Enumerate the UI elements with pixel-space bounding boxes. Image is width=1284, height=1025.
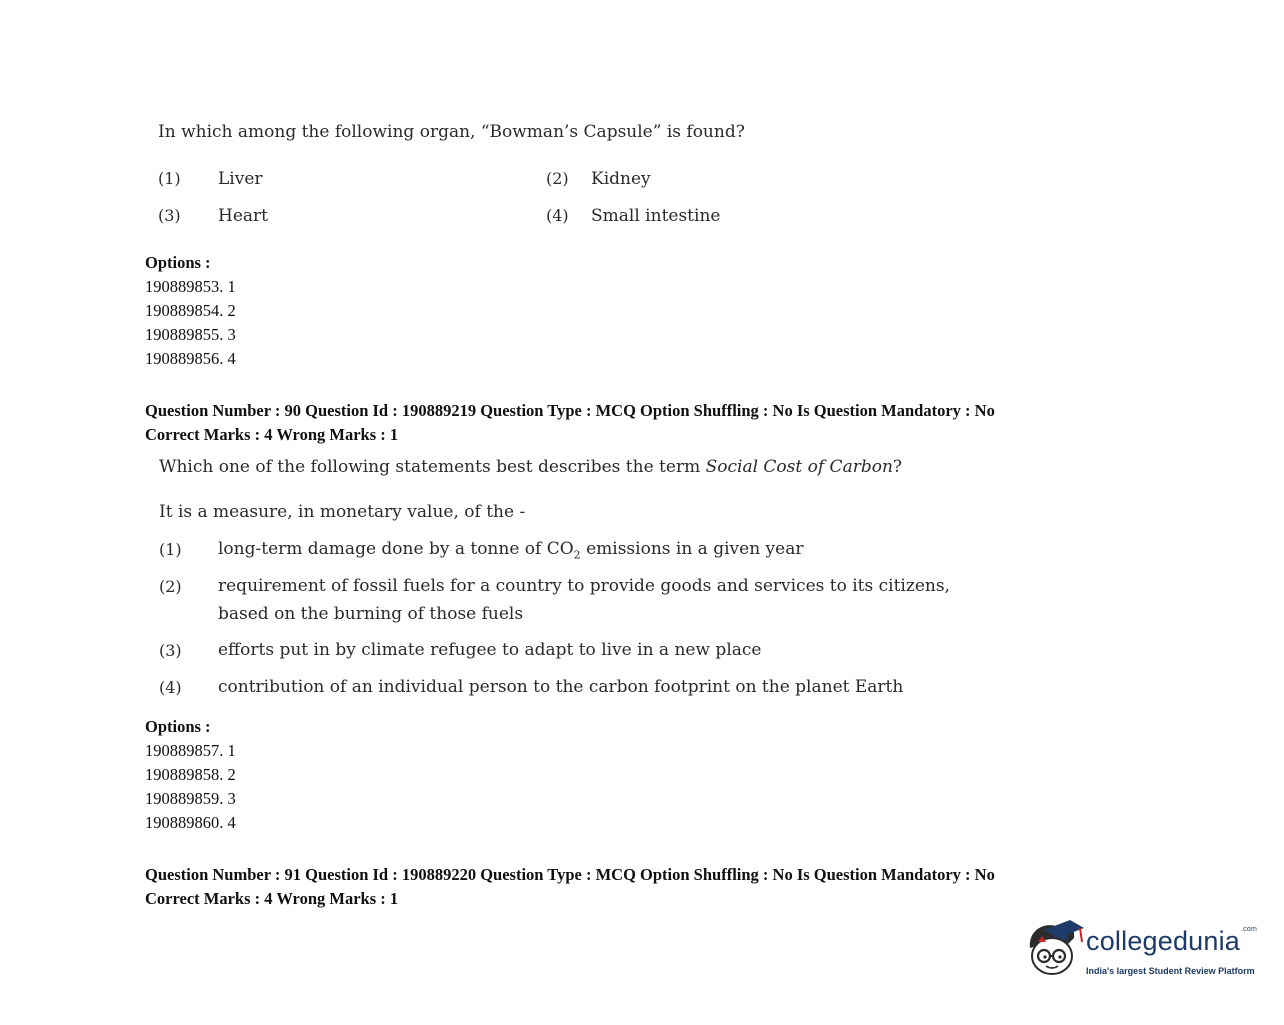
logo-name: collegedunia xyxy=(1086,926,1241,956)
choice-90-4-number: (4) xyxy=(159,678,182,697)
options-89-header: Options : xyxy=(145,253,211,272)
choice-90-2-line2: based on the burning of those fuels xyxy=(218,604,524,624)
logo-tagline: India's largest Student Review Platform xyxy=(1086,966,1255,976)
choice-90-2-text xyxy=(218,572,950,628)
option-89-4: 190889856. 4 xyxy=(145,349,236,368)
choice-90-3-text: efforts put in by climate refugee to adapt to live in a new place xyxy=(218,640,762,660)
choice-90-1-number: (1) xyxy=(159,540,182,559)
options-90-header: Options : xyxy=(145,717,211,736)
logo-wordmark xyxy=(1086,926,1257,957)
choice-90-1-text-b: emissions in a given year xyxy=(580,539,804,559)
question-90-suffix: ? xyxy=(892,457,903,477)
question-91-meta-line2: Correct Marks : 4 Wrong Marks : 1 xyxy=(145,889,399,908)
option-90-3: 190889859. 3 xyxy=(145,789,236,808)
question-90-text xyxy=(159,457,902,477)
option-90-4: 190889860. 4 xyxy=(145,813,236,832)
choice-89-4-number: (4) xyxy=(546,206,569,225)
choice-89-1-number: (1) xyxy=(158,169,181,188)
options-89-list xyxy=(145,251,236,371)
question-91-meta-line1: Question Number : 91 Question Id : 190889220 Question Type : MCQ Option Shuffling : No Is Question Mandatory : No xyxy=(145,865,995,884)
option-89-3: 190889855. 3 xyxy=(145,325,236,344)
choice-90-2-number: (2) xyxy=(159,577,182,596)
question-90-meta-line1: Question Number : 90 Question Id : 190889219 Question Type : MCQ Option Shuffling : No Is Question Mandatory : No xyxy=(145,401,995,420)
option-89-2: 190889854. 2 xyxy=(145,301,236,320)
choice-89-4-text: Small intestine xyxy=(591,206,721,226)
choice-89-2-text: Kidney xyxy=(591,169,651,189)
question-90-prefix: Which one of the following statements best describes the term xyxy=(159,457,706,477)
choice-90-2-line1: requirement of fossil fuels for a country to provide goods and services to its citizens, xyxy=(218,576,950,596)
choice-89-3-number: (3) xyxy=(158,206,181,225)
choice-89-2-number: (2) xyxy=(546,169,569,188)
option-90-2: 190889858. 2 xyxy=(145,765,236,784)
choice-90-1-subscript: 2 xyxy=(573,548,581,562)
question-89-text: In which among the following organ, “Bowman’s Capsule” is found? xyxy=(158,122,745,142)
question-90-stem: It is a measure, in monetary value, of the - xyxy=(159,502,526,522)
option-90-1: 190889857. 1 xyxy=(145,741,236,760)
question-91-meta xyxy=(145,863,995,911)
choice-90-3-number: (3) xyxy=(159,641,182,660)
question-90-meta xyxy=(145,399,995,447)
logo-com: .com xyxy=(1241,926,1258,933)
question-90-meta-line2: Correct Marks : 4 Wrong Marks : 1 xyxy=(145,425,399,444)
choice-89-1-text: Liver xyxy=(218,169,263,189)
mascot-icon xyxy=(1024,918,1086,988)
choice-90-1-text-a: long-term damage done by a tonne of CO xyxy=(218,539,574,559)
options-90-list xyxy=(145,715,236,835)
choice-90-4-text: contribution of an individual person to the carbon footprint on the planet Earth xyxy=(218,677,904,697)
choice-90-1-text xyxy=(218,535,803,569)
choice-89-3-text: Heart xyxy=(218,206,268,226)
option-89-1: 190889853. 1 xyxy=(145,277,236,296)
question-90-term: Social Cost of Carbon xyxy=(705,457,893,477)
collegedunia-logo xyxy=(1024,918,1258,988)
